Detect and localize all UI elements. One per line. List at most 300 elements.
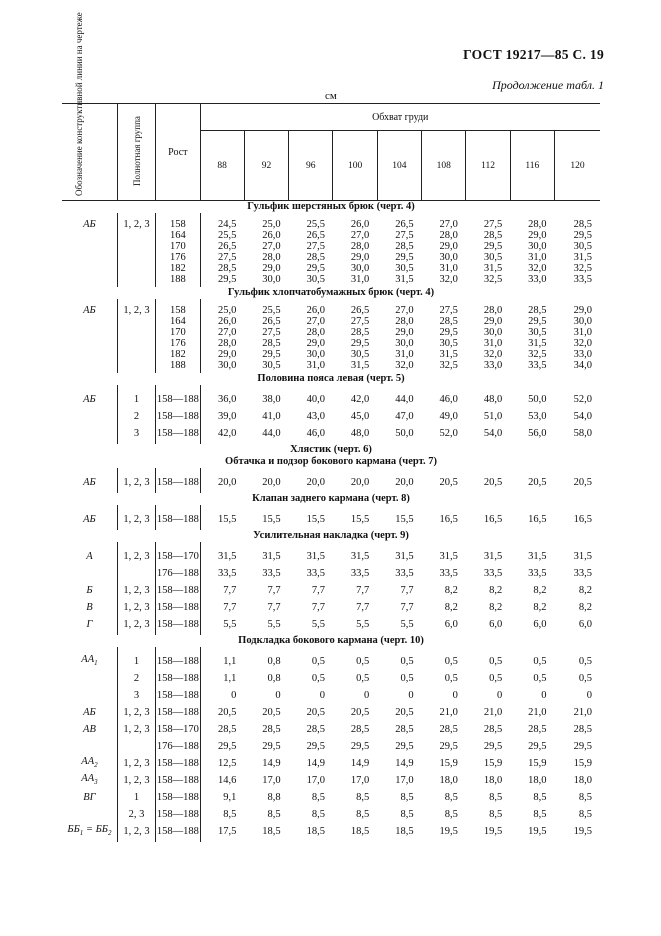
table-row [62,704,600,721]
table-row [62,305,600,316]
measurement-cell: 0,5 [578,656,592,667]
measurement-cell: 33,5 [573,274,592,285]
measurement-cell: 6,0 [489,619,503,630]
height-range: 158—188 [156,599,200,616]
measurement-cell: 17,0 [395,775,414,786]
line-label [62,263,117,274]
measurement-cell: 33,5 [217,568,237,579]
fullness-group [117,338,155,349]
measurement-cell: 8,5 [267,809,281,820]
fullness-group: 1, 2, 3 [117,548,155,565]
measurement-cell: 33,5 [483,568,503,579]
line-label [62,425,117,442]
measurement-cell: 20,0 [262,477,281,488]
measurement-cell: 8,5 [400,792,414,803]
fullness-group [117,565,155,582]
height-range: 158 [156,219,200,230]
line-label [62,738,117,755]
measurement-cell: 30,0 [395,338,414,349]
measurement-cell: 0,5 [578,673,592,684]
measurement-cell: 28,0 [528,219,547,230]
line-label: В [62,599,117,616]
measurement-cell: 31,5 [395,274,414,285]
table-row [62,616,600,633]
fullness-group: 1, 2, 3 [117,599,155,616]
fullness-group: 1, 2, 3 [117,721,155,738]
measurement-cell: 1,1 [223,656,237,667]
measurement-cell: 8,2 [489,585,503,596]
measurement-cell: 27,5 [306,241,325,252]
measurement-cell: 25,5 [306,219,325,230]
measurement-cell: 27,5 [395,230,414,241]
measurement-cell: 16,5 [439,514,458,525]
measurement-cell: 16,5 [483,514,503,525]
height-range: 158—188 [156,474,200,491]
measurement-cell: 30,5 [350,349,370,360]
measurement-cell: 27,5 [217,252,237,263]
fullness-group: 3 [117,687,155,704]
measurement-cell: 28,5 [483,230,503,241]
measurement-cell: 25,5 [262,305,281,316]
line-label: $АА_3$ [62,772,117,789]
measurement-cell: 8,5 [400,809,414,820]
measurement-cell: 30,0 [483,327,503,338]
measurement-cell: 26,5 [262,316,281,327]
chest-header-cell: 112 [466,131,510,201]
height-range: 176—188 [156,565,200,582]
measurement-cell: 28,5 [573,724,592,735]
measurement-cell: 8,5 [533,792,547,803]
measurement-cell: 52,0 [439,428,458,439]
height-range: 176 [156,338,200,349]
measurement-cell: 21,0 [483,707,503,718]
table-row [62,738,600,755]
measurement-cell: 32,5 [483,274,503,285]
table-row [62,721,600,738]
fullness-group: 1, 2, 3 [117,219,155,230]
measurement-cell: 33,0 [528,274,547,285]
col-header-chest [200,104,600,131]
measurement-cell: 31,5 [306,551,325,562]
measurement-cell: 20,5 [217,707,237,718]
table-row [62,327,600,338]
measurement-cell: 29,5 [217,741,237,752]
height-range: 158—188 [156,582,200,599]
measurement-cell: 29,0 [350,252,370,263]
measurement-cell: 20,0 [306,477,325,488]
measurement-cell: 17,0 [262,775,281,786]
measurement-cell: 28,5 [217,263,237,274]
measurement-cell: 0 [452,690,458,701]
measurement-cell: 20,0 [395,477,414,488]
table-row [62,511,600,528]
measurement-cell: 0,5 [400,656,414,667]
measurement-cell: 16,5 [573,514,592,525]
measurement-cell: 15,9 [573,758,592,769]
measurement-cell: 15,5 [350,514,370,525]
measurement-cell: 31,5 [350,360,370,371]
measurement-cell: 46,0 [439,394,458,405]
height-range: 158 [156,305,200,316]
measurement-cell: 0,8 [267,656,281,667]
table-row [62,599,600,616]
measurement-cell: 29,5 [262,741,281,752]
height-range: 158—188 [156,653,200,670]
measurement-cell: 32,5 [439,360,458,371]
measurement-cell: 20,5 [528,477,547,488]
measurement-cell: 15,9 [483,758,503,769]
measurement-cell: 27,0 [350,230,370,241]
measurement-cell: 29,5 [217,274,237,285]
line-label [62,316,117,327]
measurement-cell: 27,0 [262,241,281,252]
measurement-cell: 42,0 [350,394,370,405]
height-range: 158—188 [156,704,200,721]
measurement-cell: 26,0 [217,316,237,327]
measurement-cell: 27,0 [306,316,325,327]
measurement-cell: 53,0 [528,411,547,422]
measurement-cell: 43,0 [306,411,325,422]
measurement-cell: 40,0 [306,394,325,405]
measurement-cell: 15,5 [217,514,237,525]
table-row [62,219,600,230]
measurement-cell: 29,5 [395,741,414,752]
measurement-cell: 33,0 [573,349,592,360]
measurement-cell: 58,0 [573,428,592,439]
line-label [62,338,117,349]
measurement-cell: 20,5 [439,477,458,488]
measurement-cell: 8,2 [578,602,592,613]
measurement-cell: 28,0 [395,316,414,327]
measurement-cell: 33,5 [350,568,370,579]
measurement-cell: 30,0 [573,316,592,327]
measurement-cell: 0 [319,690,325,701]
table-row [62,687,600,704]
measurement-cell: 26,5 [306,230,325,241]
measurement-cell: 31,0 [395,349,414,360]
measurement-cell: 9,1 [223,792,237,803]
measurement-cell: 26,5 [395,219,414,230]
measurement-cell: 42,0 [217,428,237,439]
measurement-cell: 29,5 [528,316,547,327]
fullness-group [117,230,155,241]
measurement-cell: 28,5 [395,241,414,252]
measurement-cell: 7,7 [267,585,281,596]
measurement-cell: 5,5 [223,619,237,630]
measurement-cell: 17,0 [350,775,370,786]
line-label: $АА_1$ [62,653,117,670]
measurement-cell: 27,0 [217,327,237,338]
measurement-cell: 6,0 [444,619,458,630]
measurement-cell: 0 [275,690,281,701]
measurement-cell: 47,0 [395,411,414,422]
measurement-cell: 48,0 [350,428,370,439]
measurement-cell: 28,0 [483,305,503,316]
line-label [62,687,117,704]
height-range: 176 [156,252,200,263]
fullness-group [117,327,155,338]
measurement-cell: 29,0 [217,349,237,360]
measurement-cell: 46,0 [306,428,325,439]
measurement-cell: 8,5 [578,792,592,803]
measurement-cell: 28,5 [439,316,458,327]
measurement-cell: 33,5 [528,568,547,579]
measurement-cell: 8,2 [533,602,547,613]
line-label: АБ [62,704,117,721]
measurement-cell: 26,0 [262,230,281,241]
table-row [62,349,600,360]
height-range: 158—188 [156,425,200,442]
measurement-cell: 1,1 [223,673,237,684]
col-header-label-text: Обозначение конструктивной линии на чертеже [74,11,85,196]
col-header-height-text: Рост [168,146,188,158]
measurement-cell: 0,5 [311,673,325,684]
measurement-cell: 29,5 [395,252,414,263]
measurement-cell: 15,5 [262,514,281,525]
fullness-group [117,252,155,263]
continuation-note: Продолжение табл. 1 [492,78,604,92]
height-range: 176—188 [156,738,200,755]
table-row [62,772,600,789]
measurement-cell: 36,0 [217,394,237,405]
measurement-cell: 33,5 [306,568,325,579]
line-label: ВГ [62,789,117,806]
line-label: АБ [62,219,117,230]
measurement-cell: 29,5 [439,741,458,752]
measurement-cell: 31,0 [528,252,547,263]
height-range: 158—170 [156,721,200,738]
measurement-cell: 29,5 [573,741,592,752]
measurement-cell: 0,5 [444,673,458,684]
height-range: 158—188 [156,511,200,528]
fullness-group: 1, 2, 3 [117,772,155,789]
measurement-cell: 6,0 [578,619,592,630]
table-row [62,474,600,491]
measurement-cell: 38,0 [262,394,281,405]
height-range: 170 [156,327,200,338]
measurement-cell: 32,5 [573,263,592,274]
table-row [62,338,600,349]
measurement-cell: 41,0 [262,411,281,422]
measurement-cell: 0,5 [489,673,503,684]
measurement-cell: 0 [364,690,370,701]
measurement-cell: 15,5 [395,514,414,525]
measurement-cell: 0,5 [356,673,370,684]
measurement-cell: 31,5 [573,252,592,263]
measurement-cell: 0,5 [533,673,547,684]
measurement-cell: 49,0 [439,411,458,422]
measurement-cell: 56,0 [528,428,547,439]
line-label [62,806,117,823]
measurement-cell: 25,0 [262,219,281,230]
fullness-group: 1, 2, 3 [117,704,155,721]
measurement-cell: 51,0 [483,411,503,422]
measurement-cell: 18,5 [262,826,281,837]
measurement-cell: 7,7 [356,602,370,613]
fullness-group: 3 [117,425,155,442]
table-row [62,316,600,327]
measurement-cell: 20,5 [306,707,325,718]
measurement-cell: 31,5 [573,551,592,562]
table-row [62,391,600,408]
measurement-cell: 31,5 [350,551,370,562]
chest-header-cell: 104 [377,131,421,201]
line-label [62,327,117,338]
measurement-cell: 32,0 [528,263,547,274]
measurement-cell: 31,5 [217,551,237,562]
section-title-line: Обтачка и подзор бокового кармана (черт. 7) [225,456,437,467]
measurement-cell: 0 [231,690,237,701]
table-row [62,582,600,599]
measurement-cell: 31,0 [573,327,592,338]
measurement-cell: 26,5 [217,241,237,252]
measurement-cell: 29,0 [573,305,592,316]
table-row [62,252,600,263]
measurement-cell: 0 [586,690,592,701]
height-range: 170 [156,241,200,252]
measurement-cell: 28,0 [350,241,370,252]
measurement-cell: 18,0 [439,775,458,786]
measurement-cell: 29,0 [528,230,547,241]
measurement-cell: 18,5 [350,826,370,837]
line-label [62,252,117,263]
measurement-cell: 21,0 [439,707,458,718]
section-title-line: Усилительная накладка (черт. 9) [253,530,409,541]
line-label: Б [62,582,117,599]
line-label [62,241,117,252]
measurement-cell: 31,5 [483,551,503,562]
measurement-cell: 44,0 [395,394,414,405]
measurement-cell: 7,7 [311,585,325,596]
measurement-cell: 8,5 [311,792,325,803]
section-title-line: Хлястик (черт. 6) [290,444,372,455]
measurement-cell: 26,0 [350,219,370,230]
height-range: 158—188 [156,772,200,789]
measurement-cell: 8,5 [223,809,237,820]
measurement-cell: 31,0 [483,338,503,349]
measurement-cell: 19,5 [483,826,503,837]
measurement-cell: 31,5 [483,263,503,274]
fullness-group: 1, 2, 3 [117,616,155,633]
line-label: АВ [62,721,117,738]
measurement-cell: 12,5 [217,758,237,769]
measurement-cell: 50,0 [395,428,414,439]
table-row [62,360,600,371]
fullness-group: 2 [117,408,155,425]
measurement-cell: 15,9 [528,758,547,769]
measurement-cell: 20,5 [395,707,414,718]
chest-header-cell: 92 [244,131,288,201]
measurement-cell: 28,0 [306,327,325,338]
height-range: 158—188 [156,391,200,408]
section-title [62,530,600,542]
measurement-cell: 27,5 [350,316,370,327]
measurement-cell: 8,5 [489,792,503,803]
measurement-cell: 33,0 [483,360,503,371]
measurement-cell: 33,5 [439,568,458,579]
fullness-group: 1, 2, 3 [117,305,155,316]
measurement-cell: 27,0 [395,305,414,316]
measurement-cell: 32,0 [483,349,503,360]
fullness-group: 1 [117,789,155,806]
section-title-line: Половина пояса левая (черт. 5) [257,373,405,384]
measurement-cell: 30,0 [350,263,370,274]
measurement-cell: 14,9 [350,758,370,769]
measurement-cell: 7,7 [223,585,237,596]
measurement-cell: 31,5 [439,349,458,360]
measurement-cell: 28,5 [262,338,281,349]
measurement-cell: 5,5 [400,619,414,630]
measurement-cell: 0,5 [533,656,547,667]
measurement-cell: 8,5 [533,809,547,820]
measurement-cell: 28,5 [573,219,592,230]
measurement-cell: 29,5 [350,741,370,752]
col-header-label [62,11,117,201]
measurement-cell: 34,0 [573,360,592,371]
table-row [62,548,600,565]
measurement-cell: 20,0 [217,477,237,488]
measurement-cell: 31,5 [262,551,281,562]
measurement-cell: 16,5 [528,514,547,525]
fullness-group: 2, 3 [117,806,155,823]
line-label [62,408,117,425]
measurement-cell: 44,0 [262,428,281,439]
section-title-line: Подкладка бокового кармана (черт. 10) [238,635,424,646]
measurement-cell: 29,5 [439,327,458,338]
height-range: 182 [156,349,200,360]
measurement-cell: 54,0 [573,411,592,422]
measurement-cell: 0,5 [444,656,458,667]
measurement-cell: 18,0 [483,775,503,786]
measurement-cell: 20,5 [573,477,592,488]
measurement-cell: 27,0 [439,219,458,230]
chest-header-cell: 108 [422,131,466,201]
measurement-cell: 28,5 [483,724,503,735]
measurement-cell: 30,0 [528,241,547,252]
measurement-cell: 33,5 [528,360,547,371]
measurement-cell: 29,5 [306,741,325,752]
section-title-line: Клапан заднего кармана (черт. 8) [252,493,410,504]
table-row [62,653,600,670]
measurement-cell: 29,5 [306,263,325,274]
line-label: А [62,548,117,565]
measurement-cell: 39,0 [217,411,237,422]
measurement-cell: 14,9 [395,758,414,769]
measurement-cell: 7,7 [400,585,414,596]
measurement-cell: 26,0 [306,305,325,316]
measurement-cell: 20,0 [350,477,370,488]
fullness-group: 1 [117,653,155,670]
section-title [62,444,600,468]
height-range: 158—188 [156,755,200,772]
line-label: АБ [62,511,117,528]
line-label [62,274,117,285]
col-header-group-text: Полнотная группа [131,115,142,186]
table-row [62,274,600,285]
measurement-cell: 27,5 [483,219,503,230]
section-title-line: Гульфик хлопчатобумажных брюк (черт. 4) [227,287,435,298]
section-title-line: Гульфик шерстяных брюк (черт. 4) [247,201,415,212]
measurement-cell: 24,5 [217,219,237,230]
measurement-cell: 50,0 [528,394,547,405]
measurement-cell: 7,7 [311,602,325,613]
fullness-group [117,241,155,252]
table-row [62,670,600,687]
measurement-cell: 8,5 [578,809,592,820]
measurement-cell: 5,5 [356,619,370,630]
measurement-cell: 8,8 [267,792,281,803]
table-row [62,565,600,582]
